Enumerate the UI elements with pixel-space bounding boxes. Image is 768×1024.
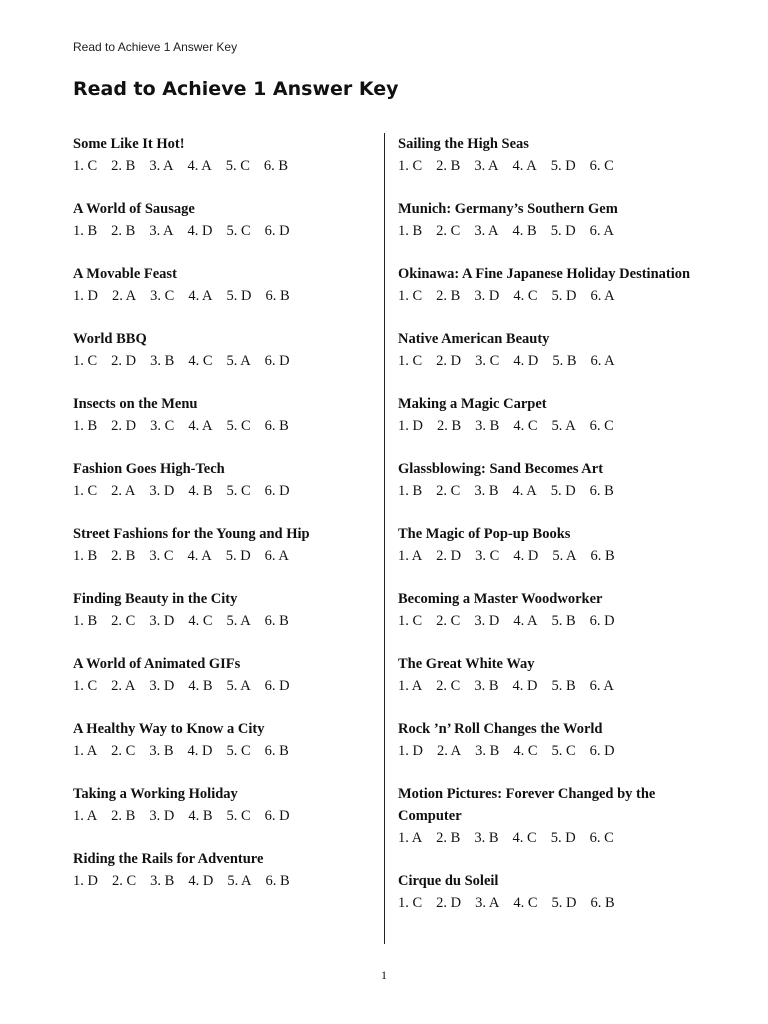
answer: 3. B (475, 743, 500, 759)
answer: 2. C (436, 613, 461, 629)
answer: 1. C (73, 353, 98, 369)
answer-key-item (398, 328, 698, 372)
item-title: Motion Pictures: Forever Changed by the Computer (398, 786, 656, 824)
answer: 4. D (187, 743, 213, 759)
answer: 1. D (73, 288, 98, 304)
item-title: Okinawa: A Fine Japanese Holiday Destination (398, 266, 691, 282)
answer: 2. D (111, 418, 137, 434)
column-divider (384, 133, 385, 944)
answer: 5. C (226, 483, 251, 499)
answer-key-item (73, 653, 373, 697)
answer: 6. D (264, 483, 290, 499)
answer: 4. C (513, 895, 538, 911)
answer: 5. A (226, 613, 251, 629)
answer-key-item (398, 653, 698, 697)
answer: 3. B (474, 830, 499, 846)
answer: 2. C (436, 678, 461, 694)
answer: 5. C (226, 223, 251, 239)
answer: 3. C (149, 548, 174, 564)
answer: 2. B (436, 418, 462, 434)
answer-row (398, 480, 698, 502)
answer-row (73, 220, 373, 242)
answer: 1. A (73, 808, 98, 824)
answer: 3. B (149, 743, 174, 759)
answer: 5. D (551, 288, 577, 304)
answer: 2. A (111, 483, 136, 499)
answer-key-item (73, 588, 373, 632)
answer: 2. A (436, 743, 462, 759)
item-title: Riding the Rails for Adventure (73, 851, 264, 867)
answer-row (73, 545, 373, 567)
answer: 5. A (552, 548, 577, 564)
answer: 2. D (111, 353, 137, 369)
answer: 3. B (150, 873, 175, 889)
item-title: Insects on the Menu (73, 396, 198, 412)
answer: 6. B (590, 895, 615, 911)
answer: 3. A (474, 158, 499, 174)
answer: 2. C (111, 613, 136, 629)
answer: 2. B (436, 288, 461, 304)
answer-key-item (73, 718, 373, 762)
answer-row (398, 285, 698, 307)
answer: 2. B (436, 830, 461, 846)
answer: 1. B (73, 223, 98, 239)
answer: 4. C (513, 418, 538, 434)
left-column (73, 133, 373, 913)
item-title: Some Like It Hot! (73, 136, 185, 152)
answer: 6. C (589, 158, 614, 174)
answer: 2. D (436, 353, 462, 369)
answer: 6. D (589, 613, 615, 629)
answer-row (73, 675, 373, 697)
answer: 3. D (149, 808, 175, 824)
answer-row (73, 805, 373, 827)
answer: 1. C (398, 288, 423, 304)
answer-key-item (73, 263, 373, 307)
answer: 5. A (226, 678, 251, 694)
answer: 5. A (226, 353, 251, 369)
answer: 5. A (551, 418, 576, 434)
answer: 1. B (73, 418, 98, 434)
answer: 3. B (475, 418, 500, 434)
answer-key-item (73, 133, 373, 177)
item-title: Sailing the High Seas (398, 136, 529, 152)
right-column (398, 133, 698, 935)
item-title: Becoming a Master Woodworker (398, 591, 603, 607)
answer-row (73, 480, 373, 502)
item-title: A World of Sausage (73, 201, 195, 217)
answer: 4. C (188, 613, 213, 629)
answer-key-item (73, 523, 373, 567)
answer: 4. D (512, 678, 538, 694)
answer: 6. D (264, 808, 290, 824)
answer: 5. D (226, 288, 252, 304)
answer: 5. D (225, 548, 251, 564)
answer: 4. A (512, 158, 537, 174)
answer: 1. A (398, 830, 423, 846)
answer: 2. B (111, 223, 136, 239)
answer-row (398, 415, 698, 437)
answer: 3. C (475, 548, 500, 564)
answer: 3. B (474, 678, 499, 694)
answer: 4. A (513, 613, 538, 629)
answer: 1. C (398, 613, 423, 629)
answer: 6. D (264, 223, 290, 239)
answer: 5. C (551, 743, 576, 759)
answer: 2. B (111, 548, 136, 564)
answer: 2. C (436, 223, 461, 239)
answer-key-item (73, 328, 373, 372)
answer: 3. D (474, 613, 500, 629)
answer: 6. A (264, 548, 289, 564)
answer: 1. C (398, 895, 423, 911)
answer: 4. A (512, 483, 537, 499)
answer: 3. B (474, 483, 499, 499)
answer-row (73, 415, 373, 437)
answer: 3. A (149, 158, 174, 174)
answer: 2. B (111, 158, 136, 174)
answer: 1. D (398, 743, 423, 759)
answer: 6. B (264, 613, 289, 629)
answer: 5. D (551, 895, 577, 911)
answer: 1. B (398, 223, 423, 239)
answer: 5. B (551, 678, 576, 694)
answer: 4. A (187, 158, 212, 174)
answer: 5. B (552, 353, 577, 369)
answer: 1. D (73, 873, 98, 889)
answer-key-item (398, 588, 698, 632)
answer-row (398, 675, 698, 697)
answer: 2. B (111, 808, 136, 824)
item-title: Rock ’n’ Roll Changes the World (398, 721, 603, 737)
answer: 3. A (475, 895, 500, 911)
answer-key-item (398, 198, 698, 242)
item-title: A Movable Feast (73, 266, 177, 282)
item-title: Street Fashions for the Young and Hip (73, 526, 310, 542)
page-title: Read to Achieve 1 Answer Key (73, 78, 399, 100)
answer: 3. B (150, 353, 175, 369)
answer: 6. B (265, 288, 290, 304)
answer: 5. C (226, 743, 251, 759)
answer: 2. C (111, 873, 137, 889)
answer-key-item (398, 523, 698, 567)
answer-row (73, 610, 373, 632)
answer: 5. D (550, 158, 576, 174)
answer: 4. A (188, 418, 213, 434)
answer: 6. A (590, 353, 615, 369)
answer-key-item (73, 198, 373, 242)
answer: 6. D (264, 353, 290, 369)
answer: 5. A (227, 873, 252, 889)
answer: 2. D (436, 548, 462, 564)
item-title: World BBQ (73, 331, 147, 347)
answer: 6. A (590, 288, 615, 304)
item-title: The Great White Way (398, 656, 535, 672)
answer: 6. B (264, 418, 289, 434)
answer: 6. B (589, 483, 614, 499)
answer: 3. D (149, 678, 175, 694)
answer: 2. B (436, 158, 461, 174)
item-title: A World of Animated GIFs (73, 656, 241, 672)
item-title: Taking a Working Holiday (73, 786, 238, 802)
running-header: Read to Achieve 1 Answer Key (73, 40, 238, 54)
answer: 1. A (73, 743, 98, 759)
answer: 2. C (111, 743, 136, 759)
answer: 3. D (149, 613, 175, 629)
answer: 4. A (188, 288, 213, 304)
answer: 2. C (436, 483, 461, 499)
answer: 6. C (589, 418, 614, 434)
answer-row (398, 155, 698, 177)
answer: 4. D (513, 353, 539, 369)
answer: 1. C (398, 353, 423, 369)
answer: 1. A (398, 678, 423, 694)
answer: 1. C (73, 483, 98, 499)
answer-row (398, 892, 698, 914)
answer: 4. B (188, 483, 213, 499)
answer: 6. B (263, 158, 289, 174)
answer: 5. C (226, 808, 251, 824)
answer: 2. D (436, 895, 462, 911)
page-number: 1 (381, 968, 387, 982)
answer: 5. D (550, 223, 576, 239)
answer: 4. C (512, 830, 537, 846)
answer: 5. C (225, 158, 250, 174)
item-title: Munich: Germany’s Southern Gem (398, 201, 618, 217)
answer: 1. C (73, 678, 98, 694)
answer: 1. B (398, 483, 423, 499)
answer: 1. D (398, 418, 423, 434)
answer: 1. C (398, 158, 423, 174)
answer-row (398, 610, 698, 632)
answer-key-item (73, 458, 373, 502)
answer: 3. C (475, 353, 500, 369)
item-title: A Healthy Way to Know a City (73, 721, 265, 737)
answer-row (73, 155, 373, 177)
answer: 6. D (264, 678, 290, 694)
item-title: Native American Beauty (398, 331, 550, 347)
answer: 2. A (111, 678, 136, 694)
answer-key-item (398, 393, 698, 437)
answer: 1. B (73, 613, 98, 629)
answer-key-item (398, 718, 698, 762)
answer: 4. C (188, 353, 213, 369)
answer: 5. B (551, 613, 576, 629)
answer: 2. A (111, 288, 137, 304)
answer: 3. D (149, 483, 175, 499)
answer-row (73, 285, 373, 307)
answer-key-item (398, 870, 698, 914)
answer: 3. A (474, 223, 499, 239)
answer-row (398, 350, 698, 372)
answer: 4. A (187, 548, 212, 564)
answer: 3. D (474, 288, 500, 304)
answer: 6. D (589, 743, 615, 759)
answer: 4. D (188, 873, 214, 889)
item-title: The Magic of Pop-up Books (398, 526, 571, 542)
answer: 4. B (188, 808, 213, 824)
answer: 6. B (590, 548, 615, 564)
answer: 6. B (265, 873, 290, 889)
answer-key-item (73, 393, 373, 437)
answer-key-item (73, 848, 373, 892)
answer: 1. C (73, 158, 98, 174)
answer: 4. C (513, 743, 538, 759)
answer-row (398, 740, 698, 762)
answer-key-item (398, 263, 698, 307)
item-title: Fashion Goes High-Tech (73, 461, 225, 477)
answer: 6. A (589, 678, 614, 694)
answer-key-item (398, 458, 698, 502)
answer: 6. C (589, 830, 614, 846)
answer-key-item (398, 133, 698, 177)
answer-row (73, 870, 373, 892)
item-title: Making a Magic Carpet (398, 396, 547, 412)
answer: 5. D (550, 830, 576, 846)
answer-row (73, 350, 373, 372)
answer: 3. C (150, 418, 175, 434)
answer: 4. B (188, 678, 213, 694)
answer: 4. D (513, 548, 539, 564)
answer: 5. C (226, 418, 251, 434)
answer: 6. A (589, 223, 614, 239)
item-title: Glassblowing: Sand Becomes Art (398, 461, 604, 477)
answer: 5. D (550, 483, 576, 499)
answer: 4. B (512, 223, 537, 239)
answer: 3. C (150, 288, 175, 304)
answer-row (398, 827, 698, 849)
answer-row (73, 740, 373, 762)
answer: 4. C (513, 288, 538, 304)
answer: 1. B (73, 548, 98, 564)
answer: 1. A (398, 548, 423, 564)
answer: 3. A (149, 223, 174, 239)
item-title: Finding Beauty in the City (73, 591, 238, 607)
answer-row (398, 220, 698, 242)
answer-key-item (398, 783, 698, 849)
answer-row (398, 545, 698, 567)
item-title: Cirque du Soleil (398, 873, 499, 889)
answer-key-item (73, 783, 373, 827)
answer: 4. D (187, 223, 213, 239)
answer: 6. B (264, 743, 289, 759)
